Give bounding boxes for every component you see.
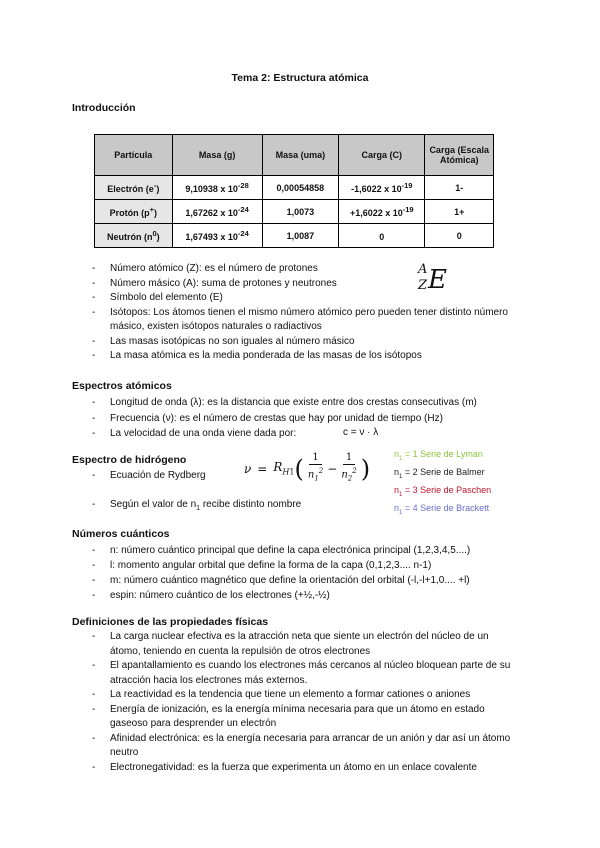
mass-g-cell: 9,10938 x $10^{-28}$ [172, 176, 262, 200]
list-item: - El apantallamiento es cuando los electrones más cercanos al núcleo bloquean parte de su atracción hacia los electrones más externos. [90, 659, 520, 688]
charge-c-cell: -1,6022 x $10^{-19}$ [339, 176, 425, 200]
nuclide-notation [414, 262, 458, 298]
quantum-heading: Números cuánticos [72, 528, 170, 540]
mass-uma-cell: 1,0087 [262, 224, 339, 248]
charge-atomic-cell: 1- [425, 176, 494, 200]
list-item: - Electronegatividad: es la fuerza que experimenta un átomo en un enlace covalente [90, 761, 520, 776]
element-symbol: E [428, 265, 447, 295]
list-item: - n: número cuántico principal que define la capa electrónica principal (1,2,3,4,5....) [90, 543, 540, 558]
equals-sign: = [257, 461, 268, 476]
minus-sign: − [327, 461, 338, 476]
list-item: - Número másico (A): suma de protones y neutrones [90, 277, 510, 292]
series-balmer: $n_1 = 2$ Serie de Balmer [394, 467, 485, 480]
table-header: Partícula [95, 135, 173, 176]
spectra-list [90, 395, 530, 442]
list-item: - l: momento angular orbital que define la forma de la capa (0,1,2,3.... n-1) [90, 558, 540, 573]
list-item: - Número atómico (Z): es el número de protones [90, 262, 510, 277]
rydberg-constant: $R_{H1}$ [273, 460, 295, 477]
table-row [95, 200, 494, 224]
rydberg-equation [244, 452, 370, 485]
table-row [95, 176, 494, 200]
list-item: - Las masas isotópicas no son iguales al número másico [90, 335, 510, 350]
list-item: - La velocidad de una onda viene dada por: [90, 426, 530, 442]
list-item: - espin: número cuántico de los electrones (+½,-½) [90, 588, 540, 603]
charge-atomic-cell: 0 [425, 224, 494, 248]
list-item: - Longitud de onda (λ): es la distancia que existe entre dos crestas consecutivas (m) [90, 395, 530, 411]
definitions-list [90, 630, 520, 775]
list-item: - Isótopos: Los átomos tienen el mismo número atómico pero pueden tener distinto número másico, existen isótopos naturales o radiactivos [90, 306, 510, 335]
particle-cell: Neutrón $(n^0)$ [95, 224, 173, 248]
mass-number-symbol: A [418, 262, 428, 277]
table-header: Masa (g) [172, 135, 262, 176]
list-item: - Energía de ionización, es la energía mínima necesaria para que un átomo en estado gaseoso para desprender un electrón [90, 703, 520, 732]
particle-cell: Protón (p+) [95, 200, 173, 224]
fraction-n1: $\frac{1}{n_1^2}$ [307, 452, 324, 483]
series-brackett: $n_1 = 4$ Serie de Brackett [394, 503, 490, 516]
quantum-list [90, 543, 540, 603]
mass-g-cell: 1,67262 x $10^{-24}$ [172, 200, 262, 224]
series-lyman: $n_1 = 1$ Serie de Lyman [394, 449, 483, 462]
hydrogen-heading: Espectro de hidrógeno [72, 454, 187, 466]
mass-uma-cell: 1,0073 [262, 200, 339, 224]
definitions-heading: Definiciones de las propiedades físicas [72, 616, 269, 628]
hydrogen-list-2 [90, 498, 350, 517]
close-paren: ) [360, 454, 371, 483]
hydrogen-list [90, 469, 230, 484]
series-paschen: $n_1 = 3$ Serie de Paschen [394, 485, 492, 498]
table-header: Carga (Escala Atómica) [425, 135, 494, 176]
list-item: - Según el valor de $n_1$ recibe distinto nombre [90, 498, 350, 517]
page-title: Tema 2: Estructura atómica [231, 72, 369, 84]
list-item: - La reactividad es la tendencia que tiene un elemento a formar cationes o aniones [90, 688, 520, 703]
table-header-row [95, 135, 494, 176]
wave-speed-formula: c = ν · λ [343, 427, 379, 438]
fraction-n2: $\frac{1}{n_2^2}$ [341, 452, 357, 483]
list-item: - Afinidad electrónica: es la energía necesaria para arrancar de un anión y dar así un átomo neutro [90, 732, 520, 761]
table-row [95, 224, 494, 248]
spectra-heading: Espectros atómicos [72, 380, 172, 392]
list-item: - La carga nuclear efectiva es la atracción neta que siente un electrón del núcleo de un átomo, teniendo en cuenta la repulsión de otros electrones [90, 630, 520, 659]
charge-atomic-cell: 1+ [425, 200, 494, 224]
table-header: Carga (C) [339, 135, 425, 176]
mass-uma-cell: 0,00054858 [262, 176, 339, 200]
list-item: - Frecuencia (ν): es el número de crestas que hay por unidad de tiempo (Hz) [90, 411, 530, 427]
particle-cell: Electrón (e-) [95, 176, 173, 200]
table-header: Masa (uma) [262, 135, 339, 176]
list-item: - m: número cuántico magnético que define la orientación del orbital (-l,-l+1,0.... +l) [90, 573, 540, 588]
mass-g-cell: 1,67493 x $10^{-24}$ [172, 224, 262, 248]
intro-heading: Introducción [72, 102, 136, 114]
list-item: - Símbolo del elemento (E) [90, 291, 510, 306]
atomic-number-symbol: Z [418, 278, 428, 293]
frequency-symbol: ν [244, 461, 252, 476]
particle-table [94, 134, 494, 248]
charge-c-cell: 0 [339, 224, 425, 248]
list-item: - La masa atómica es la media ponderada de las masas de los isótopos [90, 349, 510, 364]
charge-c-cell: +1,6022 x $10^{-19}$ [339, 200, 425, 224]
list-item: - Ecuación de Rydberg [90, 469, 230, 484]
open-paren: ( [294, 454, 304, 483]
